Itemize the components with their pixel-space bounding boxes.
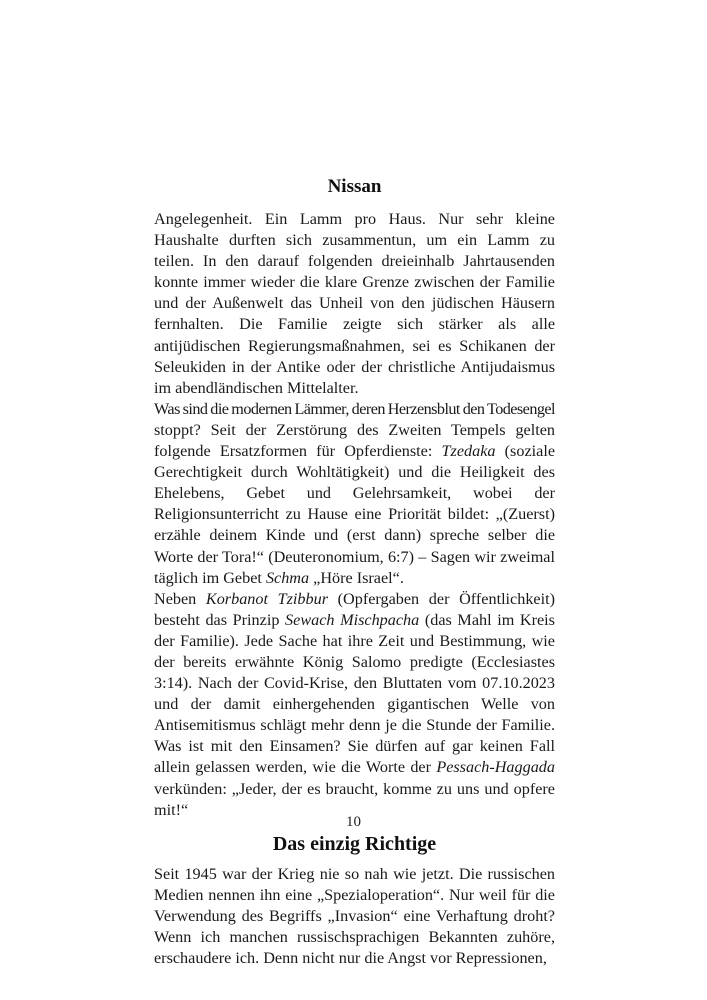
paragraph-text: (soziale Gerechtigkeit durch Wohltätigkeit) und die Heiligkeit des Ehelebens, Gebet und Gelehrsamkeit, wobei der Religionsunterricht zu Hause eine Priorität bildet: „(Zuerst) erzähle deinem Kinde und (erst dann) spreche selber die Worte der Tora!“ (Deuteronomium, 6:7) – Sagen wir zweimal täglich im Gebet — [154, 442, 555, 587]
section-heading: Das einzig Richtige — [272, 832, 437, 855]
paragraph-text: „Höre Israel“. — [309, 568, 404, 587]
book-page — [154, 174, 555, 969]
page-number: 10 — [346, 814, 361, 830]
paragraph-text: Neben — [154, 589, 206, 608]
paragraph-text: verkünden: „Jeder, der es braucht, komme zu uns und opfere mit!“ — [154, 779, 555, 819]
italic-term: Korbanot Tzibbur — [205, 589, 328, 608]
paragraph — [154, 399, 555, 589]
paragraph-first-line: Was sind die modernen Lämmer, deren Herzensblut den Todesengel — [154, 399, 555, 418]
paragraph — [154, 864, 555, 969]
italic-term: Sewach Mischpacha — [285, 610, 420, 629]
paragraph — [154, 589, 555, 821]
italic-term: Schma — [265, 568, 310, 587]
paragraph-text: Seit 1945 war der Krieg nie so nah wie jetzt. Die russischen Medien nennen ihn eine „Spezialoperation“. Nur weil für die Verwendung des Begriffs „Invasion“ eine Verhaftung droht? Wenn ich manchen russischsprachigen Bekannten zuhöre, erschaudere ich. Denn nicht nur die Angst vor Repressionen, — [154, 864, 555, 968]
paragraph-text: (das Mahl im Kreis der Familie). Jede Sache hat ihre Zeit und Bestimmung, wie der bereits erwähnte König Salomo predigte (Ecclesiastes 3:14). Nach der Covid-Krise, den Bluttaten vom 07.10.2023 und der damit einhergehenden gigantischen Welle von Antisemitismus schlägt mehr denn je die Stunde der Familie. Was ist mit den Einsamen? Sie dürfen auf gar keinen Fall allein gelassen werden, wie die Worte der — [154, 610, 555, 777]
paragraph — [154, 209, 555, 399]
paragraph-text: (Opfergaben der Öffentlichkeit) besteht das Prinzip — [154, 589, 555, 629]
italic-term: Pessach-Haggada — [436, 758, 555, 777]
italic-term: Tzedaka — [441, 442, 496, 461]
chapter-heading: Nissan — [327, 176, 382, 197]
paragraph-text: stoppt? Seit der Zerstörung des Zweiten Tempels gelten folgende Ersatzformen für Opferdienste: — [154, 420, 555, 461]
paragraph-text: Angelegenheit. Ein Lamm pro Haus. Nur sehr kleine Haushalte durften sich zusammentun, um ein Lamm zu teilen. In den darauf folgenden dreieinhalb Jahrtausenden konnte immer wieder die klare Grenze zwischen der Familie und der Außenwelt das Unheil von den jüdischen Häusern fernhalten. Die Familie zeigte sich stärker als alle antijüdischen Regierungsmaßnahmen, sei es Schikanen der Seleukiden in der Antike oder der christliche Antijudaismus im abendländischen Mittelalter. — [154, 210, 555, 397]
